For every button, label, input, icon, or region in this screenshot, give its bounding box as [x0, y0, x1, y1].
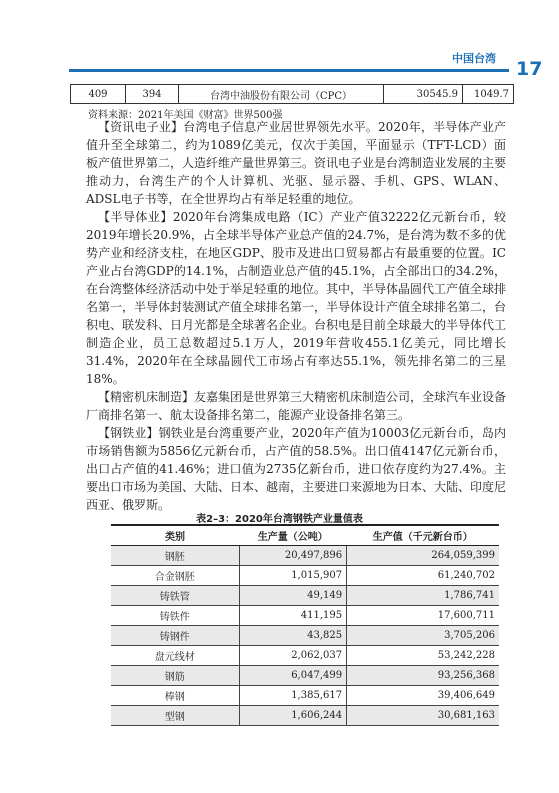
quantity-cell: 1,606,244 [239, 706, 347, 726]
value-cell: 93,256,368 [347, 666, 499, 686]
paragraph-steel: 【钢铁业】钢铁业是台湾重要产业，2020年产值为10003亿元新台币，岛内市场销售额为5856亿元新台币，占产值的58.5%。出口值4147亿元新台币，出口占产值的41.46%；进口值为2735亿新台币，进口依存度约为27.4%。主要出口市场为美国、大陆、日本、越南，主要进口来源地为日本、大陆、印度尼西亚、俄罗斯。 [86, 426, 507, 512]
value-cell: 264,059,399 [347, 546, 499, 566]
category-cell: 型钢 [111, 706, 239, 726]
quantity-cell: 1,385,617 [239, 686, 347, 706]
table-row [111, 646, 499, 666]
category-cell: 铸铁件 [111, 606, 239, 626]
value-cell: 17,600,711 [347, 606, 499, 626]
header-section-label: 中国台湾 [452, 52, 496, 65]
category-cell: 铸铁管 [111, 586, 239, 606]
table-cell: 394 [126, 85, 179, 104]
category-cell: 盘元线材 [111, 646, 239, 666]
table-row [71, 85, 514, 104]
table-row [111, 606, 499, 626]
table-row [111, 586, 499, 606]
table-row [111, 626, 499, 646]
table-caption: 表2–3：2020年台湾钢铁产业量值表 [196, 514, 363, 525]
paragraph-electronics: 【资讯电子业】台湾电子信息产业居世界领先水平。2020年，半导体产业产值升至全球第二，约为1089亿美元，仅次于美国，平面显示（TFT-LCD）面板产值世界第二，人造纤维产量世界第三。资讯电子业是台湾制造业发展的主要推动力，台湾生产的个人计算机、光驱、显示器、手机、GPS、WLAN、ADSL电子书等，在全世界均占有举足轻重的地位。 [86, 120, 507, 206]
value-cell: 30,681,163 [347, 706, 499, 726]
category-cell: 合金钢胚 [111, 566, 239, 586]
paragraph-machine-tools: 【精密机床制造】友嘉集团是世界第三大精密机床制造公司，全球汽车业设备厂商排名第一、航太设备排名第二，能源产业设备排名第三。 [86, 390, 507, 422]
value-cell: 3,705,206 [347, 626, 499, 646]
body-text [86, 118, 506, 514]
category-cell: 钢筋 [111, 666, 239, 686]
table-row [111, 546, 499, 566]
column-header: 类别 [111, 525, 239, 546]
steel-output-table [111, 524, 499, 726]
table-header-row [111, 525, 499, 546]
value-cell: 1,786,741 [347, 586, 499, 606]
quantity-cell: 6,047,499 [239, 666, 347, 686]
quantity-cell: 2,062,037 [239, 646, 347, 666]
value-cell: 53,242,228 [347, 646, 499, 666]
column-header: 生产值（千元新台币） [347, 525, 499, 546]
ranking-table-continued [70, 84, 514, 104]
table-cell: 30545.9 [384, 85, 463, 104]
value-cell: 39,406,649 [347, 686, 499, 706]
header-rule [69, 69, 509, 72]
quantity-cell: 411,195 [239, 606, 347, 626]
table-row [111, 666, 499, 686]
source-note: 资料来源：2021年美国《财富》世界500强 [88, 110, 283, 121]
category-cell: 钢胚 [111, 546, 239, 566]
category-cell: 铸钢件 [111, 626, 239, 646]
quantity-cell: 1,015,907 [239, 566, 347, 586]
table-cell: 409 [71, 85, 126, 104]
table-row [111, 706, 499, 726]
quantity-cell: 20,497,896 [239, 546, 347, 566]
paragraph-semiconductor: 【半导体业】2020年台湾集成电路（IC）产业产值32222亿元新台币，较2019年增长20.9%，占全球半导体产业总产值的24.7%，是台湾为数不多的优势产业和经济支柱，在地区GDP、股市及进出口贸易都占有最重要的位置。IC产业占台湾GDP的14.1%，占制造业总产值的45.1%，占全部出口的34.2%，在台湾整体经济活动中处于举足轻重的地位。其中，半导体晶圆代工产值全球排名第一，半导体封装测试产值全球排名第一，半导体设计产值全球排名第二，台积电、联发科、日月光都是全球著名企业。台积电是目前全球最大的半导体代工制造企业，员工总数超过5.1万人，2019年营收455.1亿美元，同比增长31.4%，2020年在全球晶圆代工市场占有率达55.1%，领先排名第二的三星18%。 [86, 210, 507, 386]
table-cell: 台湾中油股份有限公司（CPC） [179, 85, 384, 104]
table-row [111, 566, 499, 586]
quantity-cell: 43,825 [239, 626, 347, 646]
table-row [111, 686, 499, 706]
value-cell: 61,240,702 [347, 566, 499, 586]
quantity-cell: 49,149 [239, 586, 347, 606]
page-number: 17 [516, 58, 543, 80]
table-cell: 1049.7 [463, 85, 514, 104]
category-cell: 棒钢 [111, 686, 239, 706]
column-header: 生产量（公吨） [239, 525, 347, 546]
